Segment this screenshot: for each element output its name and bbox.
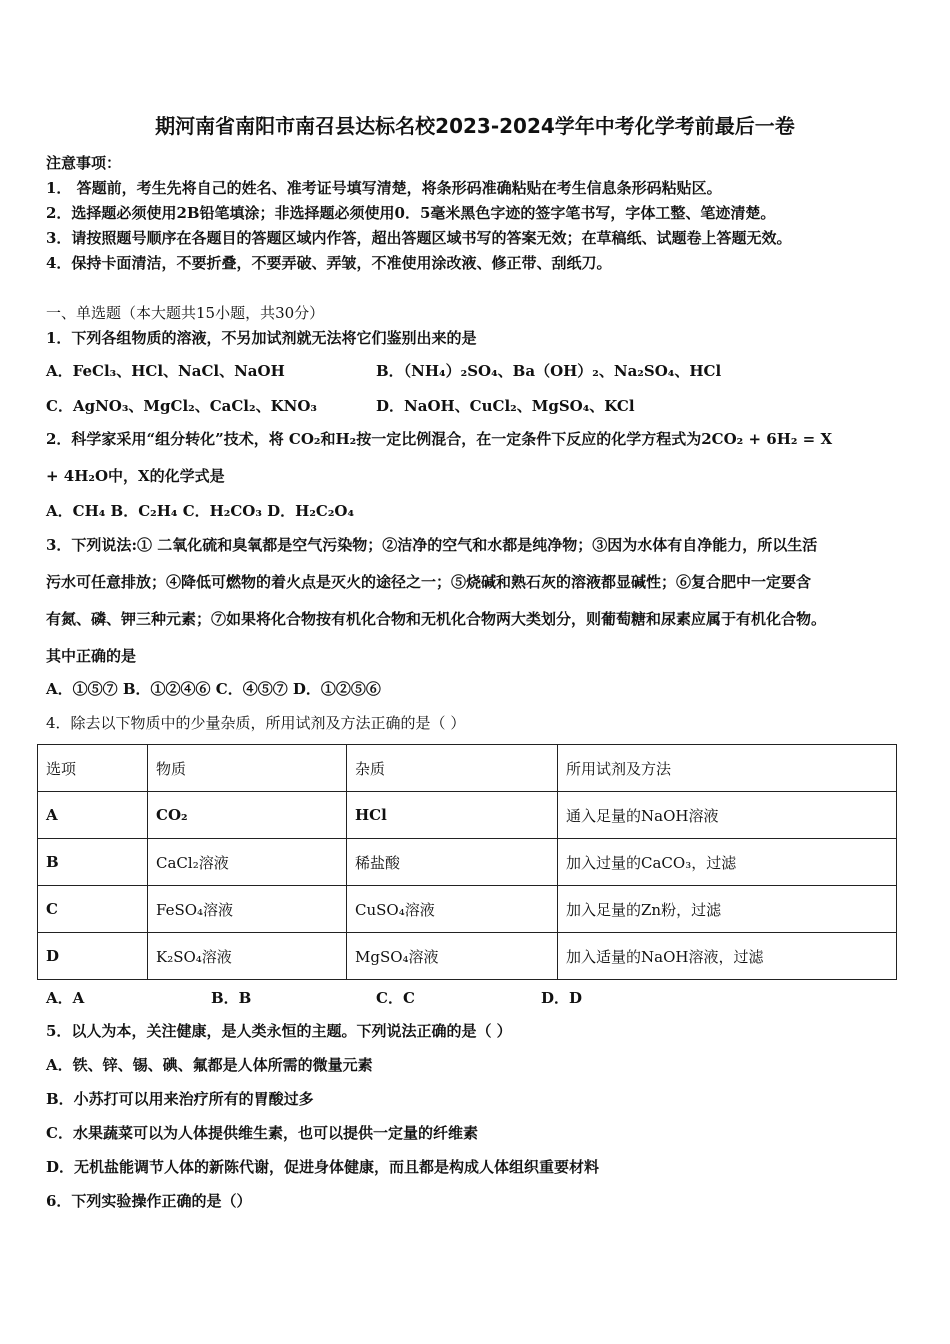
q1-option-d: D．NaOH、CuCl₂、MgSO₄、KCl [376,397,635,415]
q2-options: A．CH₄ B．C₂H₄ C．H₂CO₃ D．H₂C₂O₄ [46,502,355,520]
q3-options: A．①⑤⑦ B．①②④⑥ C．④⑤⑦ D．①②⑤⑥ [46,680,381,698]
table-cell-impurity: CuSO₄溶液 [347,886,558,933]
table-cell-option: D [38,933,148,980]
table-row [38,886,897,933]
q5-option-a: A．铁、锌、锡、碘、氟都是人体所需的微量元素 [46,1056,373,1074]
section-heading: 一、单选题（本大题共15小题，共30分） [46,304,325,322]
q4-option-d: D．D [541,989,583,1007]
table-row [38,839,897,886]
table-row [38,933,897,980]
q2-line-2: + 4H₂O中，X的化学式是 [46,467,225,485]
q3-line-4: 其中正确的是 [46,647,137,665]
table-header-row [38,745,897,792]
q3-line-3: 有氮、磷、钾三种元素；⑦如果将化合物按有机化合物和无机化合物两大类划分，则葡萄糖和尿素应属于有机化合物。 [46,610,827,628]
q3-line-1: 3．下列说法:① 二氧化硫和臭氧都是空气污染物；②洁净的空气和水都是纯净物；③因为水体有自净能力，所以生活 [46,536,818,554]
notice-item-4: 4．保持卡面清洁，不要折叠，不要弄破、弄皱，不准使用涂改液、修正带、刮纸刀。 [46,254,612,272]
notice-heading: 注意事项： [46,154,122,172]
q1-option-c: C．AgNO₃、MgCl₂、CaCl₂、KNO₃ [46,397,317,415]
notice-item-2: 2．选择题必须使用2B铅笔填涂；非选择题必须使用0．5毫米黑色字迹的签字笔书写，字体工整、笔迹清楚。 [46,204,776,222]
notice-item-3: 3．请按照题号顺序在各题目的答题区域内作答，超出答题区域书写的答案无效；在草稿纸、试题卷上答题无效。 [46,229,792,247]
q4-option-c: C．C [376,989,415,1007]
exam-title: 期河南省南阳市南召县达标名校2023-2024学年中考化学考前最后一卷 [155,114,795,138]
table-cell-option: B [38,839,148,886]
q6-stem: 6．下列实验操作正确的是（） [46,1192,252,1210]
notice-item-1: 1． 答题前，考生先将自己的姓名、准考证号填写清楚，将条形码准确粘贴在考生信息条形码粘贴区。 [46,179,722,197]
table-header-cell: 物质 [148,745,347,792]
table-cell-substance: K₂SO₄溶液 [148,933,347,980]
q4-option-a: A．A [46,989,85,1007]
q4-stem: 4．除去以下物质中的少量杂质，所用试剂及方法正确的是（ ） [46,714,466,732]
table-cell-substance: CO₂ [148,792,347,839]
table-cell-method: 加入过量的CaCO₃，过滤 [558,839,897,886]
table-cell-impurity: 稀盐酸 [347,839,558,886]
q5-option-d: D．无机盐能调节人体的新陈代谢，促进身体健康，而且都是构成人体组织重要材料 [46,1158,600,1176]
q5-option-b: B．小苏打可以用来治疗所有的胃酸过多 [46,1090,314,1108]
q4-table [37,744,897,980]
table-cell-substance: CaCl₂溶液 [148,839,347,886]
q5-stem: 5．以人为本，关注健康，是人类永恒的主题。下列说法正确的是（ ） [46,1022,512,1040]
q1-stem: 1．下列各组物质的溶液，不另加试剂就无法将它们鉴别出来的是 [46,329,477,347]
table-cell-option: C [38,886,148,933]
q3-line-2: 污水可任意排放；④降低可燃物的着火点是灭火的途径之一；⑤烧碱和熟石灰的溶液都显碱性；⑥复合肥中一定要含 [46,573,812,591]
q1-option-b: B．（NH₄）₂SO₄、Ba（OH）₂、Na₂SO₄、HCl [376,362,722,380]
table-header-cell: 所用试剂及方法 [558,745,897,792]
table-cell-method: 加入适量的NaOH溶液，过滤 [558,933,897,980]
table-row [38,792,897,839]
table-header-cell: 杂质 [347,745,558,792]
q2-line-1: 2．科学家采用“组分转化”技术，将 CO₂和H₂按一定比例混合，在一定条件下反应的化学方程式为2CO₂ + 6H₂ = X [46,430,833,448]
q1-option-a: A．FeCl₃、HCl、NaCl、NaOH [46,362,285,380]
q4-option-b: B．B [211,989,252,1007]
table-cell-substance: FeSO₄溶液 [148,886,347,933]
table-cell-method: 加入足量的Zn粉，过滤 [558,886,897,933]
table-cell-impurity: HCl [347,792,558,839]
table-cell-method: 通入足量的NaOH溶液 [558,792,897,839]
table-cell-impurity: MgSO₄溶液 [347,933,558,980]
table-header-cell: 选项 [38,745,148,792]
q5-option-c: C．水果蔬菜可以为人体提供维生素，也可以提供一定量的纤维素 [46,1124,478,1142]
table-cell-option: A [38,792,148,839]
